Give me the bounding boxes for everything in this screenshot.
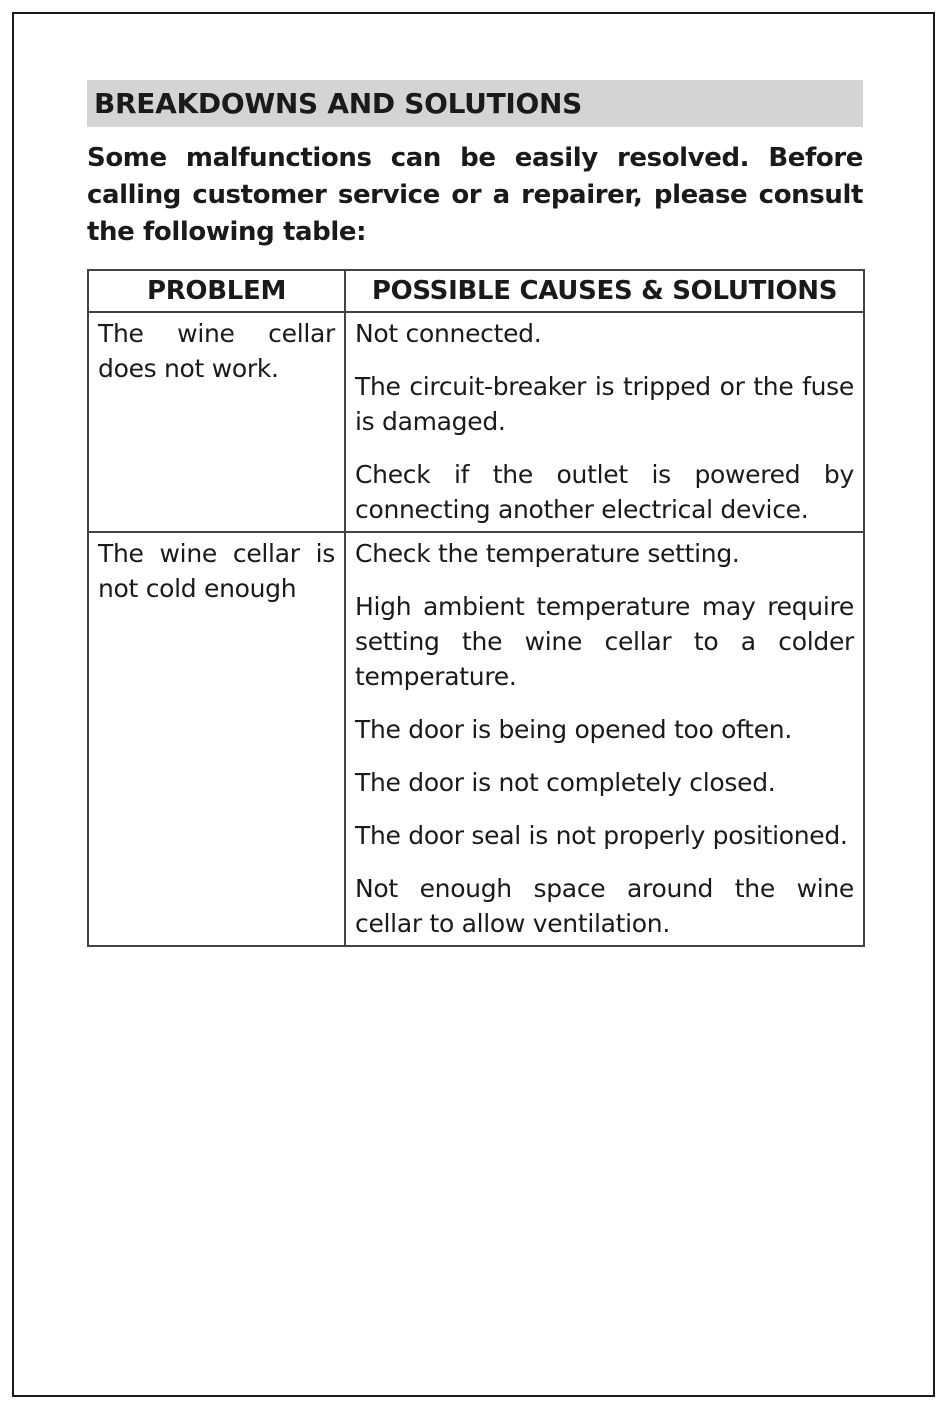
solutions-cell (345, 532, 864, 946)
solution-item: High ambient temperature may require setting the wine cellar to a colder temperature. (355, 592, 854, 691)
problem-cell (88, 532, 345, 946)
table-row (88, 532, 864, 946)
solution-item: Check if the outlet is powered by connecting another electrical device. (355, 460, 854, 524)
problem-cell (88, 312, 345, 532)
problem-text: The wine cellar is not cold enough (98, 539, 335, 603)
problem-text: The wine cellar does not work. (98, 319, 335, 383)
solution-item: The door seal is not properly positioned. (355, 821, 848, 850)
header-problem: PROBLEM (88, 270, 345, 312)
solution-item: Not enough space around the wine cellar to allow ventilation. (355, 874, 854, 938)
solution-item: The door is not completely closed. (355, 768, 776, 797)
solution-item: Check the temperature setting. (355, 539, 740, 568)
troubleshooting-table (87, 269, 865, 947)
section-title: BREAKDOWNS AND SOLUTIONS (87, 80, 863, 127)
header-solutions: POSSIBLE CAUSES & SOLUTIONS (345, 270, 864, 312)
solution-item: The circuit-breaker is tripped or the fuse is damaged. (355, 372, 854, 436)
solution-item: Not connected. (355, 319, 542, 348)
intro-paragraph: Some malfunctions can be easily resolved. Before calling customer service or a repairer, please consult the following table: (87, 143, 863, 247)
table-row (88, 312, 864, 532)
solutions-cell (345, 312, 864, 532)
solution-item: The door is being opened too often. (355, 715, 792, 744)
table-header-row (88, 270, 864, 312)
